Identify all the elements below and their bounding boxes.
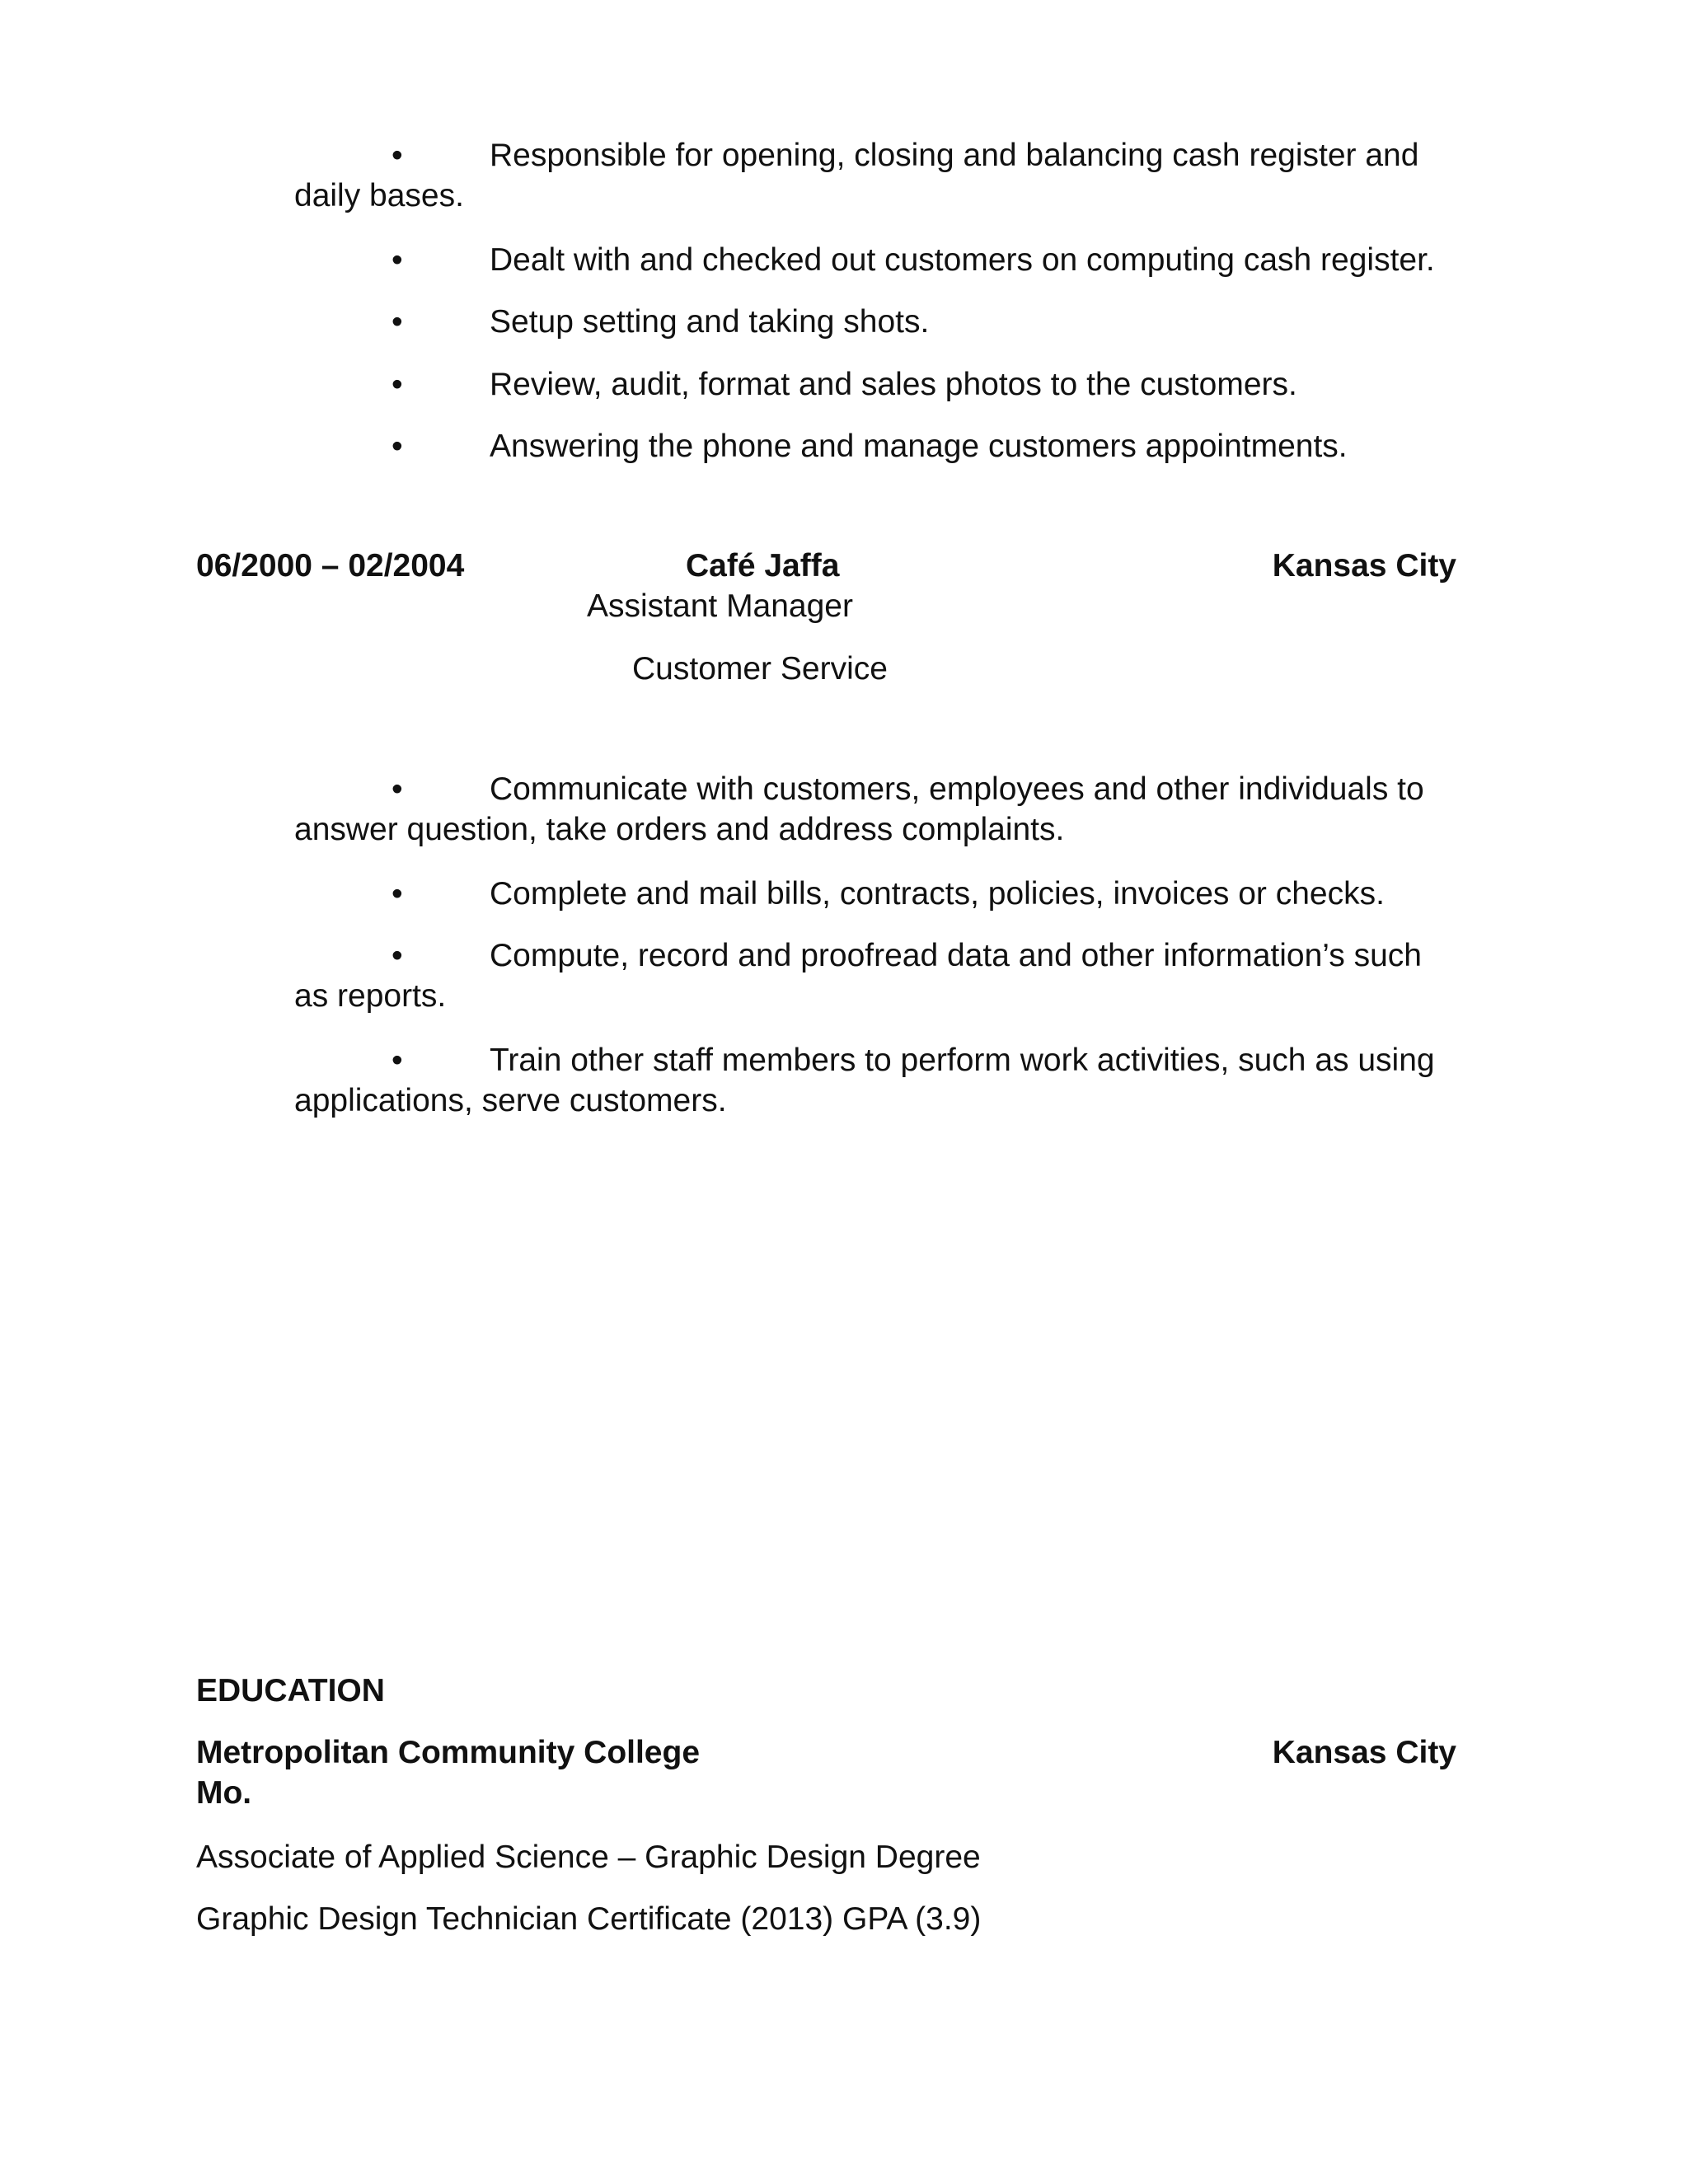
job1-bullet-2 [294, 240, 1465, 280]
bullet-text: Review, audit, format and sales photos to the customers. [490, 367, 1297, 402]
bullet-icon: • [392, 771, 403, 807]
job2-location: Kansas City [1272, 548, 1456, 583]
job1-bullet-1 [294, 135, 1465, 216]
bullet-text-continued: applications, serve customers. [294, 1083, 727, 1118]
bullet-icon: • [392, 242, 403, 278]
bullet-text: Responsible for opening, closing and balancing cash register and [490, 138, 1419, 173]
job2-dates: 06/2000 – 02/2004 [196, 548, 465, 583]
job2-department: Customer Service [632, 651, 888, 687]
bullet-text-continued: as reports. [294, 978, 447, 1014]
bullet-icon: • [392, 1043, 403, 1078]
bullet-text: Answering the phone and manage customers appointments. [490, 429, 1348, 464]
education-school-continued: Mo. [196, 1775, 252, 1811]
bullet-icon: • [392, 876, 403, 912]
job2-bullet-2 [294, 874, 1465, 914]
bullet-text-continued: daily bases. [294, 178, 464, 213]
job2-bullet-3 [294, 935, 1465, 1016]
job1-bullet-4 [294, 364, 1465, 405]
bullet-icon: • [392, 138, 403, 173]
bullet-icon: • [392, 429, 403, 464]
education-degree: Associate of Applied Science – Graphic Design Degree [196, 1840, 981, 1875]
bullet-icon: • [392, 304, 403, 340]
job2-employer: Café Jaffa [686, 548, 840, 583]
bullet-text: Setup setting and taking shots. [490, 304, 930, 340]
bullet-text: Train other staff members to perform work activities, such as using [490, 1043, 1435, 1078]
bullet-text: Compute, record and proofread data and other information’s such [490, 938, 1422, 973]
bullet-icon: • [392, 367, 403, 402]
job2-bullet-4 [294, 1040, 1465, 1121]
bullet-text-continued: answer question, take orders and address complaints. [294, 812, 1065, 847]
education-heading: EDUCATION [196, 1673, 385, 1708]
bullet-icon: • [392, 938, 403, 973]
bullet-text: Communicate with customers, employees and other individuals to [490, 771, 1424, 807]
education-certificate: Graphic Design Technician Certificate (2013) GPA (3.9) [196, 1901, 982, 1937]
bullet-text: Complete and mail bills, contracts, policies, invoices or checks. [490, 876, 1385, 912]
bullet-text: Dealt with and checked out customers on computing cash register. [490, 242, 1435, 278]
job2-title: Assistant Manager [587, 588, 853, 624]
education-school: Metropolitan Community College [196, 1735, 701, 1770]
job1-bullet-3 [294, 302, 1465, 342]
education-location: Kansas City [1272, 1735, 1456, 1770]
job2-bullet-1 [294, 769, 1465, 850]
job1-bullet-5 [294, 426, 1465, 466]
